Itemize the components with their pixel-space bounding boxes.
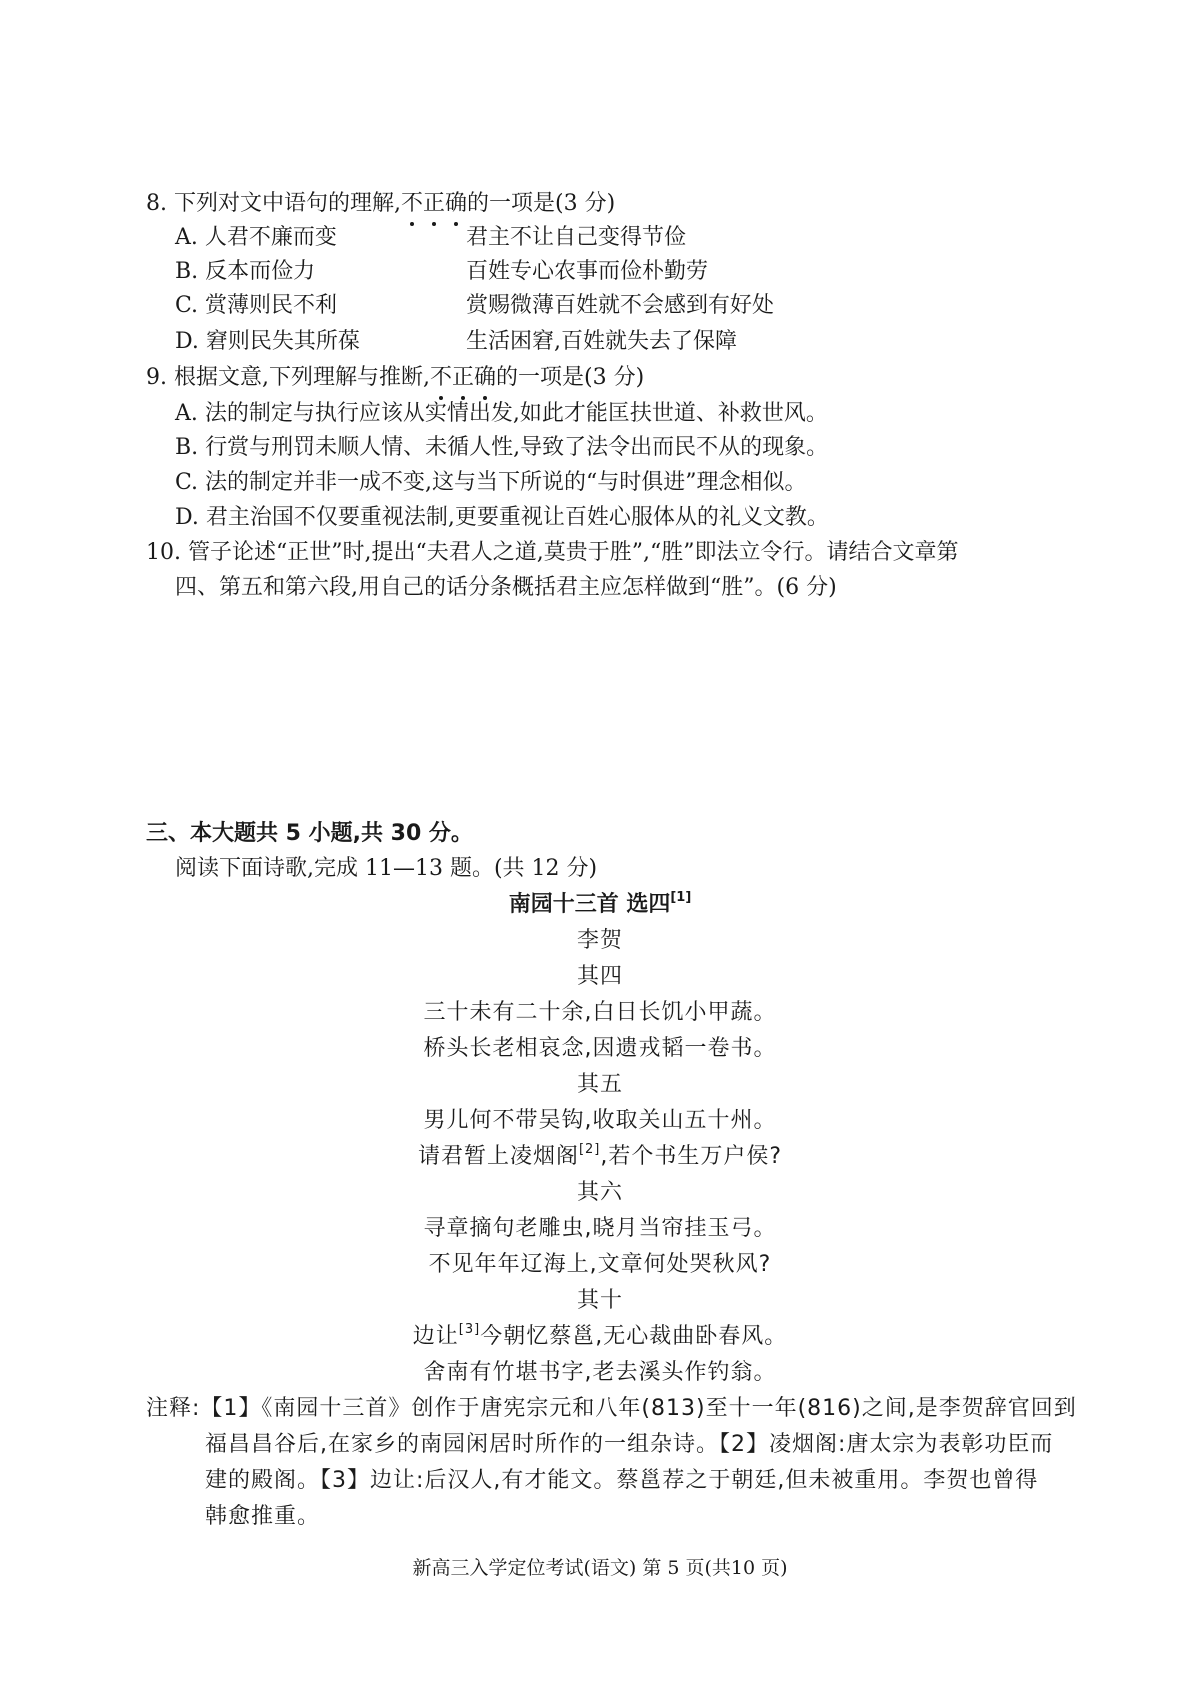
poem-author: 李贺	[576, 928, 623, 953]
poem-heading-4: 其四	[576, 964, 623, 989]
q9-option-b: B. 行赏与刑罚未顺人情、未循人性,导致了法令出而民不从的现象。	[175, 435, 829, 460]
q8-option-d-label: D. 窘则民失其所葆	[175, 329, 360, 354]
q8-option-a-meaning: 君主不让自己变得节俭	[466, 225, 687, 250]
poem-heading-6: 其六	[576, 1180, 623, 1205]
q9-option-c: C. 法的制定并非一成不变,这与当下所说的“与时俱进”理念相似。	[175, 470, 807, 495]
notes-line-2: 福昌昌谷后,在家乡的南园闲居时所作的一组杂诗。【2】凌烟阁:唐太宗为表彰功臣而	[205, 1432, 1054, 1457]
poem-6-line-1: 寻章摘句老雕虫,晓月当帘挂玉弓。	[423, 1216, 777, 1241]
poem-10-line-2: 舍南有竹堪书字,老去溪头作钓翁。	[423, 1360, 777, 1385]
q9-stem: 9. 根据文意,下列理解与推断,不正确的一项是(3 分)	[146, 362, 644, 394]
q10-line-2: 四、第五和第六段,用自己的话分条概括君主应怎样做到“胜”。(6 分)	[175, 575, 837, 600]
q9-option-d: D. 君主治国不仅要重视法制,更要重视让百姓心服体从的礼义文教。	[175, 505, 829, 530]
section-3-intro: 阅读下面诗歌,完成 11—13 题。(共 12 分)	[175, 856, 598, 881]
notes-line-3: 建的殿阁。【3】边让:后汉人,有才能文。蔡邕荐之于朝廷,但未被重用。李贺也曾得	[205, 1468, 1039, 1493]
notes-line-1: 注释:【1】《南园十三首》创作于唐宪宗元和八年(813)至十一年(816)之间,是李贺辞官回到	[146, 1396, 1077, 1421]
q8-option-c-meaning: 赏赐微薄百姓就不会感到有好处	[466, 293, 775, 318]
poem-heading-5: 其五	[576, 1072, 623, 1097]
q8-option-d-meaning: 生活困窘,百姓就失去了保障	[466, 329, 737, 354]
notes-line-4: 韩愈推重。	[205, 1504, 321, 1529]
q8-option-a-label: A. 人君不廉而变	[175, 225, 337, 250]
q8-stem: 8. 下列对文中语句的理解,不正确的一项是(3 分)	[146, 188, 615, 220]
poem-5-line-2: 请君暂上凌烟阁[2],若个书生万户侯?	[417, 1142, 783, 1169]
poem-4-line-2: 桥头长老相哀念,因遗戎韬一卷书。	[423, 1036, 777, 1061]
q9-option-a: A. 法的制定与执行应该从实情出发,如此才能匡扶世道、补救世风。	[175, 401, 828, 426]
poem-title: 南园十三首 选四[1]	[508, 890, 692, 917]
poem-10-line-1: 边让[3]今朝忆蔡邕,无心裁曲卧春风。	[412, 1322, 788, 1349]
poem-6-line-2: 不见年年辽海上,文章何处哭秋风?	[428, 1252, 772, 1277]
poem-5-line-1: 男儿何不带吴钩,收取关山五十州。	[423, 1108, 777, 1133]
section-3-heading: 三、本大题共 5 小题,共 30 分。	[146, 821, 473, 846]
q8-option-c-label: C. 赏薄则民不利	[175, 293, 338, 318]
q8-option-b-label: B. 反本而俭力	[175, 259, 316, 284]
poem-4-line-1: 三十未有二十余,白日长饥小甲蔬。	[423, 1000, 777, 1025]
q8-option-b-meaning: 百姓专心农事而俭朴勤劳	[466, 259, 709, 284]
page-footer: 新高三入学定位考试(语文) 第 5 页(共10 页)	[412, 1557, 788, 1579]
q10-line-1: 10. 管子论述“正世”时,提出“夫君人之道,莫贵于胜”,“胜”即法立令行。请结合文章第	[146, 540, 959, 565]
poem-heading-10: 其十	[576, 1288, 623, 1313]
